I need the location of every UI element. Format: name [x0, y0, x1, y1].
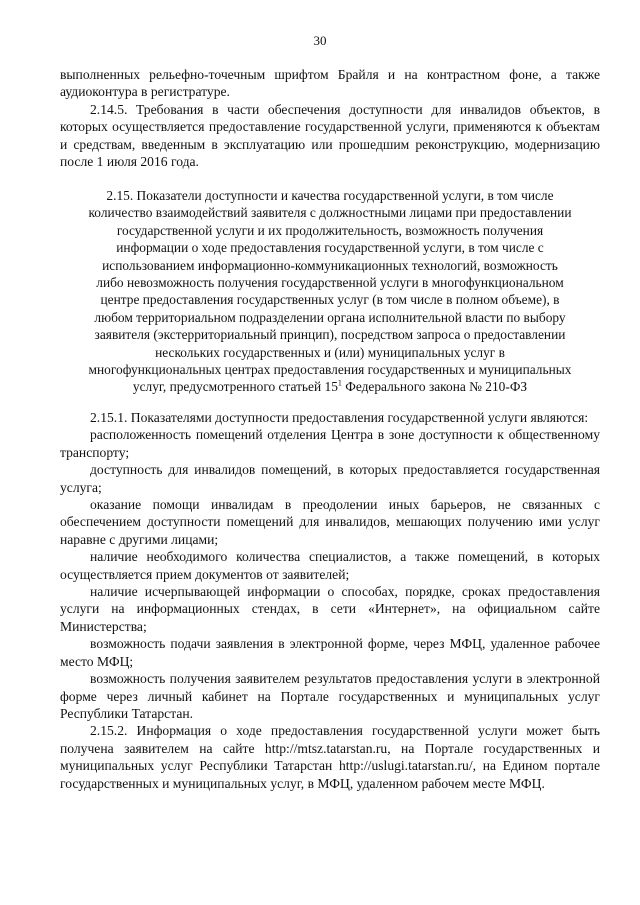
list-item: наличие необходимого количества специалистов, а также помещений, в которых осуществляется прием документов от заявителей; — [60, 549, 600, 582]
heading-line: либо невозможность получения государственной услуги в многофункциональном — [96, 275, 564, 291]
heading-last-text: услуг, предусмотренного статьей 15 — [132, 379, 338, 395]
heading-line: количество взаимодействий заявителя с должностными лицами при предоставлении — [88, 205, 572, 221]
list-item: расположенность помещений отделения Центра в зоне доступности к общественному транспорту; — [60, 427, 600, 460]
section-2-15-1-lead: 2.15.1. Показателями доступности предоставления государственной услуги являются: — [90, 410, 589, 425]
list-item: наличие исчерпывающей информации о способах, порядке, сроках предоставления услуги на информационных стендах, в сети «Интернет», на официальном сайте Министерства; — [60, 584, 600, 634]
list-item: возможность получения заявителем результатов предоставления услуги в электронной форме через личный кабинет на Портале государственных и муниципальных услуг Республики Татарстан. — [60, 671, 600, 721]
heading-last-line — [58, 378, 602, 395]
heading-line: государственной услуги и их продолжительность, возможность получения — [116, 222, 544, 238]
heading-line: любом территориальном подразделении органа исполнительной власти по выбору — [94, 309, 566, 325]
heading-line: информации о ходе предоставления государственной услуги, в том числе с — [116, 240, 544, 256]
heading-line: многофункциональных центрах предоставления государственных и муниципальных — [88, 362, 572, 378]
heading-last-text-end: Федерального закона № 210-ФЗ — [341, 379, 528, 395]
list-item: оказание помощи инвалидам в преодолении иных барьеров, не связанных с обеспечением доступности помещений для инвалидов, мешающих получению ими услуг наравне с другими лицами; — [60, 497, 600, 547]
paragraph-2-14-5: 2.14.5. Требования в части обеспечения доступности для инвалидов объектов, в которых осуществляется предоставление государственной услуги, применяются к объектам и средствам, введенным в эксплуатацию или прошедшим реконструкцию, модернизацию после 1 июля 2016 года. — [60, 101, 600, 170]
list-item: возможность подачи заявления в электронной форме, через МФЦ, удаленное рабочее место МФЦ; — [60, 636, 600, 669]
section-2-15-2: 2.15.2. Информация о ходе предоставления государственной услуги может быть получена заявителем на сайте http://mtsz.tatarstan.ru, на Портале государственных и муниципальных услуг Республики Татарстан http://uslugi.tatarstan.ru/, на Едином портале государственных и муниципальных услуг, в МФЦ, удаленном рабочем месте МФЦ. — [60, 723, 600, 791]
list-item: доступность для инвалидов помещений, в которых предоставляется государственная услуга; — [60, 462, 600, 495]
heading-line: нескольких государственных и (или) муниципальных услуг в — [155, 344, 505, 360]
heading-line: центре предоставления государственных услуг (в том числе в полном объеме), в — [100, 292, 560, 308]
section-heading-2-15 — [58, 187, 602, 396]
intro-tail-paragraph: выполненных рельефно-точечным шрифтом Брайля и на контрастном фоне, а также аудиоконтура в регистратуре. — [60, 67, 600, 100]
heading-line: использованием информационно-коммуникационных технологий, возможность — [102, 257, 558, 273]
intro-section — [60, 66, 600, 170]
section-2-15-1 — [60, 409, 600, 792]
heading-line: 2.15. Показатели доступности и качества государственной услуги, в том числе — [106, 188, 554, 203]
heading-superscript: 1 — [337, 379, 342, 388]
page-number: 30 — [313, 33, 327, 48]
heading-line: заявителя (экстерриториальный принцип), посредством запроса о предоставлении — [94, 327, 566, 343]
